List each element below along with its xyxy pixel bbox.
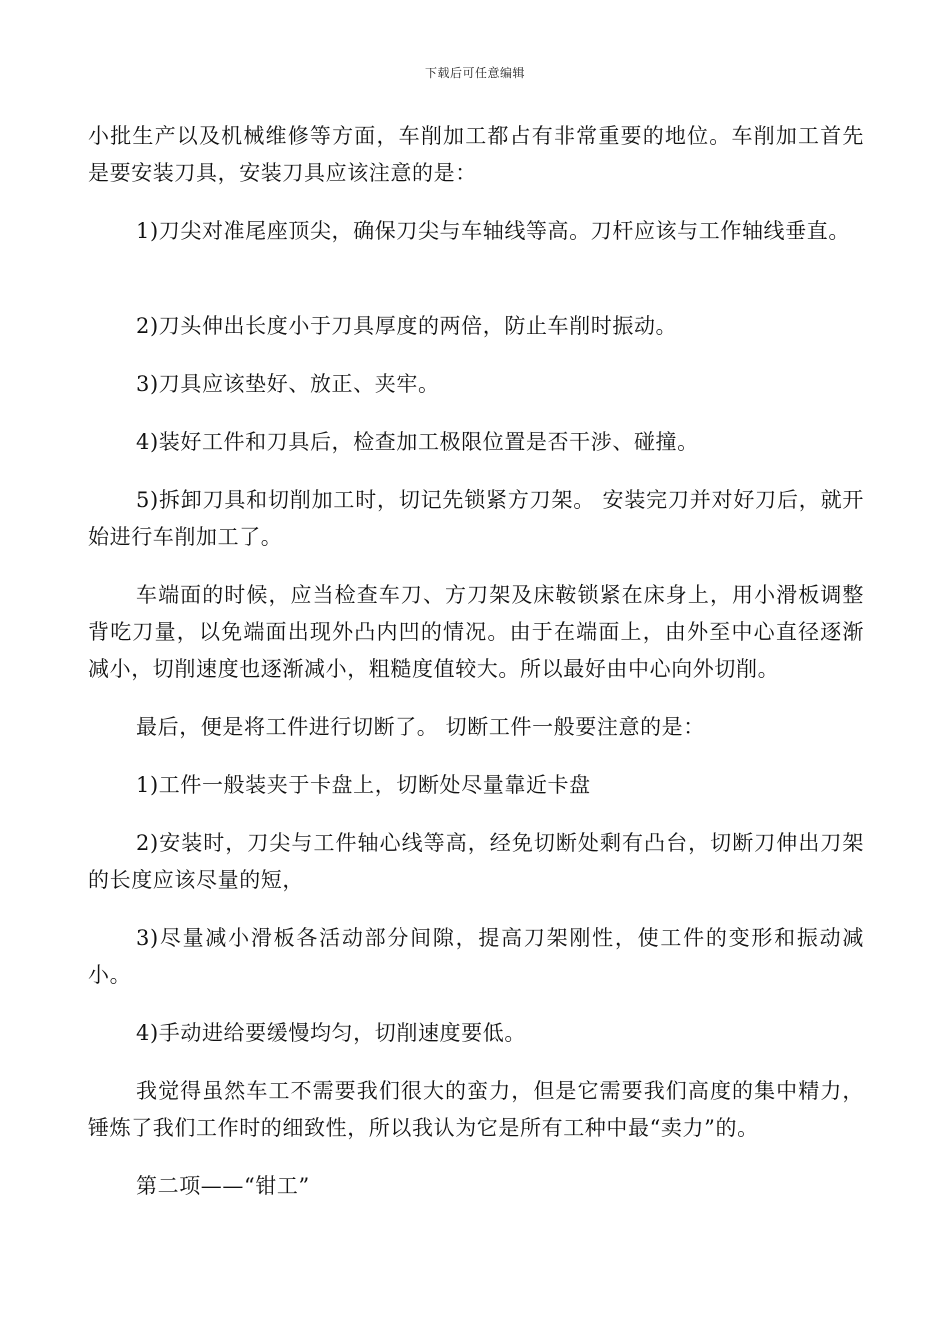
paragraph: 4)手动进给要缓慢均匀，切削速度要低。 <box>136 1021 526 1045</box>
paragraph: 小批生产以及机械维修等方面，车削加工都占有非常重要的地位。车削加工首先是要安装刀具，安装刀具应该注意的是： <box>88 124 864 185</box>
paragraph: 3)刀具应该垫好、放正、夹牢。 <box>136 372 440 396</box>
paragraph: 2)安装时，刀尖与工件轴心线等高，经免切断处剩有凸台，切断刀伸出刀架的长度应该尽量的短， <box>88 831 864 892</box>
paragraph: 车端面的时候，应当检查车刀、方刀架及床鞍锁紧在床身上，用小滑板调整背吃刀量，以免端面出现外凸内凹的情况。由于在端面上，由外至中心直径逐渐减小，切削速度也逐渐减小，粗糙度值较大。所以最好由中心向外切削。 <box>88 583 864 681</box>
section-heading: 第二项——“钳工” <box>136 1174 310 1198</box>
paragraph: 1)工件一般装夹于卡盘上，切断处尽量靠近卡盘 <box>136 773 591 797</box>
paragraph: 1)刀尖对准尾座顶尖，确保刀尖与车轴线等高。刀杆应该与工作轴线垂直。 <box>136 219 850 243</box>
page-header: 下载后可任意编辑 <box>424 66 525 80</box>
document-body <box>88 118 864 1226</box>
paragraph: 我觉得虽然车工不需要我们很大的蛮力，但是它需要我们高度的集中精力，锤炼了我们工作时的细致性，所以我认为它是所有工种中最“卖力”的。 <box>88 1079 864 1140</box>
paragraph: 最后，便是将工件进行切断了。 切断工件一般要注意的是： <box>136 715 705 739</box>
paragraph: 3)尽量减小滑板各活动部分间隙，提高刀架刚性，使工件的变形和振动减小。 <box>88 926 864 987</box>
paragraph: 4)装好工件和刀具后，检查加工极限位置是否干涉、碰撞。 <box>136 430 699 454</box>
paragraph: 5)拆卸刀具和切削加工时，切记先锁紧方刀架。 安装完刀并对好刀后，就开始进行车削加工了。 <box>88 488 864 549</box>
paragraph: 2)刀头伸出长度小于刀具厚度的两倍，防止车削时振动。 <box>136 314 678 338</box>
